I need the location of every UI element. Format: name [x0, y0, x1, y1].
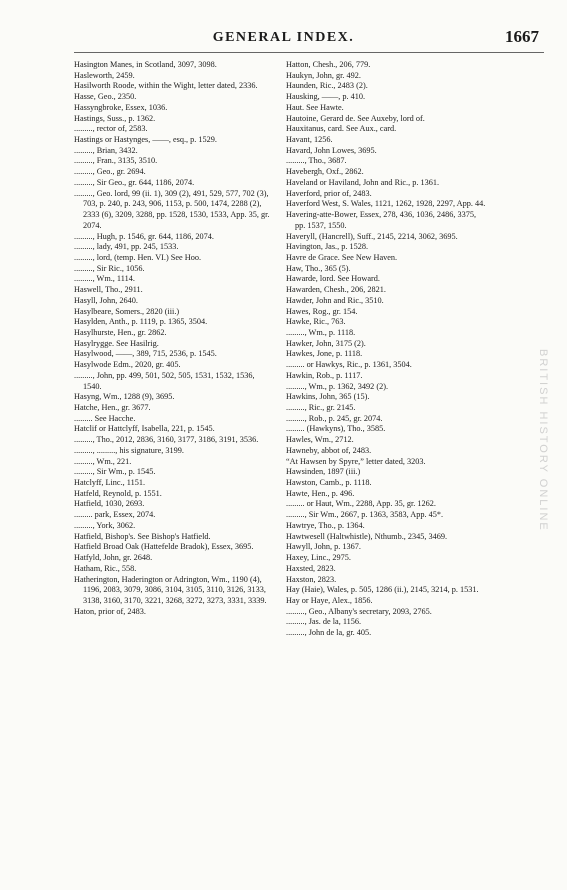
index-column-right [286, 60, 486, 639]
index-entry: Hawte, Hen., p. 496. [286, 488, 355, 498]
index-entry: Hatherington, Haderington or Adrington, Wm., 1190 (4), 1196, 2083, 3079, 3086, 3104, 3105, 3110, 3126, 3133, 3138, 3160, 3170, 3221, 3268, 3272, 3273, 3331, 3339. [74, 574, 267, 605]
index-entry: Havington, Jas., p. 1528. [286, 242, 369, 252]
index-entry: Hawkin, Rob., p. 1117. [286, 370, 363, 380]
index-entry: Hasylden, Anth., p. 1119, p. 1365, 3504. [74, 317, 208, 327]
index-entry: ........., Rob., p. 245, gr. 2074. [286, 413, 383, 423]
index-entry: ........., Geo., Albany's secretary, 2093, 2765. [286, 606, 432, 616]
index-entry: Havering-atte-Bower, Essex, 278, 436, 1036, 2486, 3375, pp. 1537, 1550. [286, 210, 477, 230]
index-entry: ........., Wm., 1114. [74, 274, 135, 284]
index-entry: Hawder, John and Ric., 3510. [286, 295, 384, 305]
index-entry: Hautoine, Gerard de. See Auxeby, lord of. [286, 113, 425, 123]
index-entry: Hawston, Camb., p. 1118. [286, 478, 372, 488]
index-entry: Hawarde, lord. See Howard. [286, 274, 380, 284]
index-entry: “At Hawsen by Spyre,” letter dated, 3203. [286, 456, 426, 466]
index-entry: Hastings or Hastynges, ——, esq., p. 1529. [74, 135, 217, 145]
page-number: 1667 [505, 27, 539, 46]
index-entry: ........., lady, 491, pp. 245, 1533. [74, 242, 179, 252]
index-entry: Havebergh, Oxf., 2862. [286, 167, 364, 177]
index-entry: ........., Geo., gr. 2694. [74, 167, 146, 177]
index-entry: ......... park, Essex, 2074. [74, 510, 156, 520]
index-entry: ........., John de la, gr. 405. [286, 628, 372, 638]
index-entry: ........., Fran., 3135, 3510. [74, 156, 158, 166]
index-entry: Hawtwesell (Haltwhistle), Nthumb., 2345, 3469. [286, 531, 448, 541]
index-entry: Hawes, Rog., gr. 154. [286, 306, 358, 316]
index-entry: Havre de Grace. See New Haven. [286, 252, 398, 262]
index-entry: Hawles, Wm., 2712. [286, 435, 354, 445]
index-entry: ........., John, pp. 499, 501, 502, 505, 1531, 1532, 1536, 1540. [74, 370, 255, 391]
index-entry: Hasilworth Roode, within the Wight, letter dated, 2336. [74, 81, 258, 91]
index-entry: ........., Tho., 2012, 2836, 3160, 3177, 3186, 3191, 3536. [74, 435, 259, 445]
index-column-left [74, 60, 274, 617]
index-entry: Hausking, ——, p. 410. [286, 92, 366, 102]
index-entry: ........., Wm., p. 1118. [286, 327, 356, 337]
index-entry: Hawke, Ric., 763. [286, 317, 346, 327]
index-entry: ......... or Haut, Wm., 2288, App. 35, gr. 1262. [286, 499, 436, 509]
index-entry: Hawtrye, Tho., p. 1364. [286, 520, 365, 530]
index-entry: Haxston, 2823. [286, 574, 337, 584]
index-entry: Hawneby, abbot of, 2483. [286, 445, 372, 455]
index-entry: Haverford West, S. Wales, 1121, 1262, 1928, 2297, App. 44. [286, 199, 486, 209]
index-entry: Hastings, Suss., p. 1362. [74, 113, 156, 123]
watermark: BRITISH HISTORY ONLINE [537, 348, 549, 532]
page-header-title: GENERAL INDEX. [212, 30, 355, 45]
index-entry: Hatfield Broad Oak (Hattefelde Bradok), Essex, 3695. [74, 542, 254, 552]
index-entry: Hatfield, 1030, 2693. [74, 499, 145, 509]
index-entry: Haxsted, 2823. [286, 563, 336, 573]
index-entry: Havard, John Lowes, 3695. [286, 145, 377, 155]
index-entry: ........., ........., his signature, 3199. [74, 445, 184, 455]
index-entry: ........., Tho., 3687. [286, 156, 347, 166]
index-entry: ........., Wm., 221. [74, 456, 132, 466]
index-entry: Hatclif or Hattclyff, Isabella, 221, p. 1545. [74, 424, 215, 434]
index-entry: Hatche, Hen., gr. 3677. [74, 403, 151, 412]
index-entry: ......... (Hawkyns), Tho., 3585. [286, 424, 386, 434]
index-entry: Hasylrygge. See Hasilrig. [74, 338, 159, 348]
index-entry: Haut. See Hawte. [286, 102, 344, 112]
index-entry: Haton, prior of, 2483. [74, 606, 146, 616]
index-entry: Hatfyld, John, gr. 2648. [74, 553, 153, 563]
index-entry: Hasylwode Edm., 2020, gr. 405. [74, 360, 181, 370]
index-entry: Havant, 1256. [286, 135, 333, 145]
index-entry: Hasington Manes, in Scotland, 3097, 3098. [74, 60, 217, 69]
index-entry: Haveryll, (Hancrell), Suff., 2145, 2214, 3062, 3695. [286, 231, 458, 241]
index-entry: Haverford, prior of, 2483. [286, 188, 372, 198]
index-entry: ........., Ric., gr. 2145. [286, 403, 356, 412]
index-entry: ........., Jas. de la, 1156. [286, 617, 362, 627]
index-entry: Hasylhurste, Hen., gr. 2862. [74, 327, 167, 337]
index-entry: Hatfeld, Reynold, p. 1551. [74, 488, 162, 498]
index-entry: ........., Sir Wm., p. 1545. [74, 467, 156, 477]
index-entry: ........., Sir Wm., 2667, p. 1363, 3583, App. 45*. [286, 510, 444, 520]
index-entry: ........., lord, (temp. Hen. VI.) See Hoo. [74, 252, 202, 262]
index-entry: Hay or Haye, Alex., 1856. [286, 595, 373, 605]
header-rule [74, 52, 544, 53]
index-entry: Haukyn, John, gr. 492. [286, 70, 361, 80]
index-entry: Hatclyff, Linc., 1151. [74, 478, 146, 488]
index-entry: ........., Sir Geo., gr. 644, 1186, 2074. [74, 177, 195, 187]
index-entry: Hawker, John, 3175 (2). [286, 338, 366, 348]
index-entry: ........., Sir Ric., 1056. [74, 263, 145, 273]
index-entry: Hawsinden, 1897 (iii.) [286, 467, 361, 477]
index-entry: ........., York, 3062. [74, 520, 136, 530]
index-entry: ......... or Hawkys, Ric., p. 1361, 3504. [286, 360, 412, 370]
index-entry: Haw, Tho., 365 (5). [286, 263, 351, 273]
index-entry: Hatfield, Bishop's. See Bishop's Hatfield. [74, 531, 211, 541]
index-entry: Hatton, Chesh., 206, 779. [286, 60, 371, 69]
index-entry: Haswell, Tho., 2911. [74, 285, 143, 295]
index-entry: Hatham, Ric., 558. [74, 563, 137, 573]
index-entry: Hawarden, Chesh., 206, 2821. [286, 285, 386, 295]
index-entry: Hasleworth, 2459. [74, 70, 135, 80]
index-entry: Hasyng, Wm., 1288 (9), 3695. [74, 392, 175, 402]
index-entry: Haveland or Haviland, John and Ric., p. 1361. [286, 177, 440, 187]
index-entry: Hassyngbroke, Essex, 1036. [74, 102, 168, 112]
index-entry: Hauxitanus, card. See Aux., card. [286, 124, 397, 134]
index-entry: ........., Hugh, p. 1546, gr. 644, 1186, 2074. [74, 231, 214, 241]
index-entry: Haxey, Linc., 2975. [286, 553, 351, 563]
index-entry: ......... See Hacche. [74, 413, 136, 423]
index-entry: Haunden, Ric., 2483 (2). [286, 81, 368, 91]
index-entry: ........., Brian, 3432. [74, 145, 138, 155]
index-entry: Hasse, Geo., 2350. [74, 92, 137, 102]
index-entry: Hawkes, Jone, p. 1118. [286, 349, 363, 359]
index-entry: Hasylwood, ——, 389, 715, 2536, p. 1545. [74, 349, 217, 359]
index-entry: Hawyll, John, p. 1367. [286, 542, 361, 552]
index-entry: ........., Geo. lord, 99 (ii. 1), 309 (2), 491, 529, 577, 702 (3), 703, p. 240, p. 243, 906, 1153, p. 500, 1474, 2288 (2), 2333 (6), 3209, 3288, pp. 1528, 1530, 1533, App. 35, gr. 2074. [74, 188, 270, 230]
index-entry: ........., Wm., p. 1362, 3492 (2). [286, 381, 389, 391]
index-entry: ........., rector of, 2583. [74, 124, 148, 134]
index-entry: Hasylbeare, Somers., 2820 (iii.) [74, 306, 180, 316]
index-entry: Hawkins, John, 365 (15). [286, 392, 370, 402]
index-entry: Hasyll, John, 2640. [74, 295, 138, 305]
index-entry: Hay (Haie), Wales, p. 505, 1286 (ii.), 2145, 3214, p. 1531. [286, 585, 479, 595]
